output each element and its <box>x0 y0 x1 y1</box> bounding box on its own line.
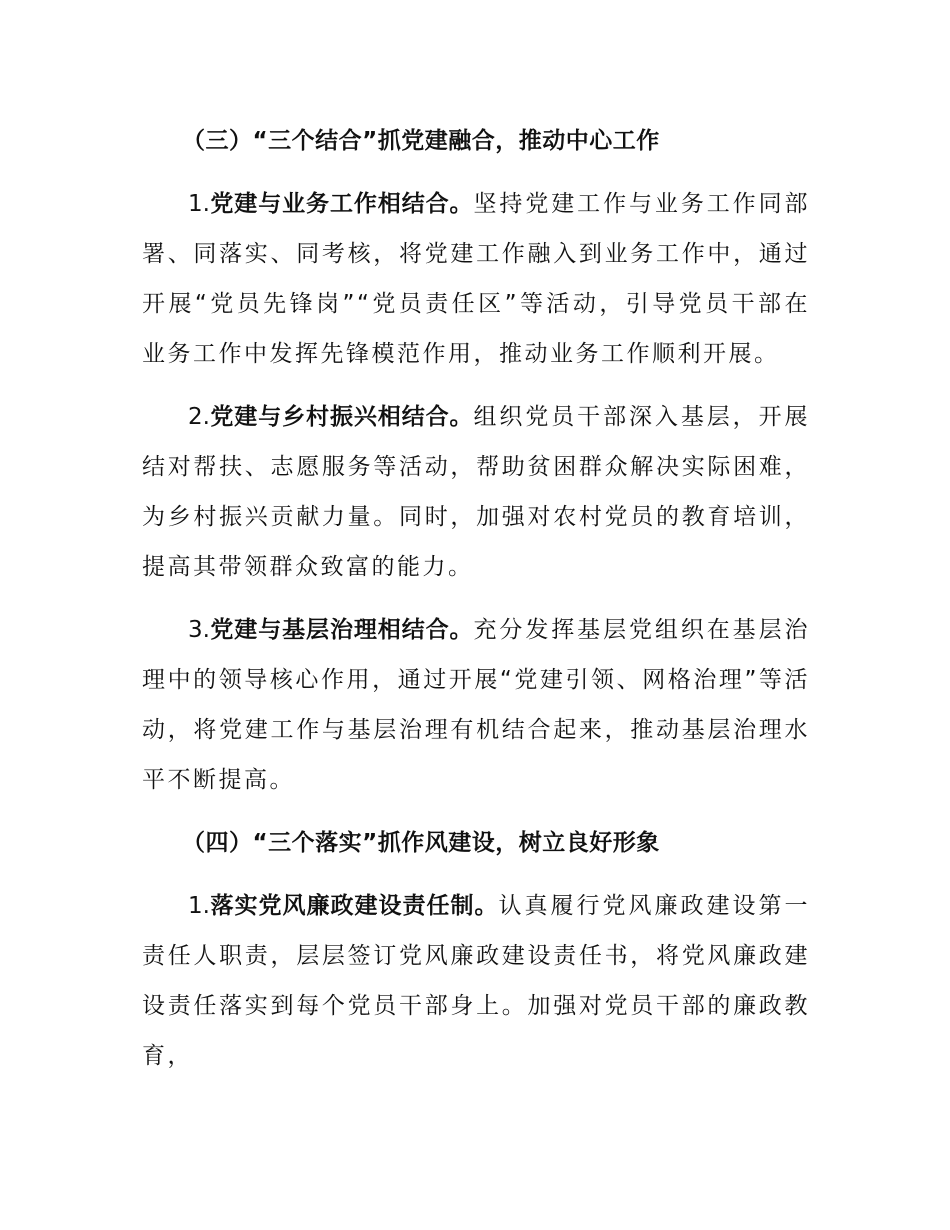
paragraph-lead: 党建与基层治理相结合。 <box>209 617 474 643</box>
paragraph-text: 坚持党建工作与业务工作同部署、同落实、同考核，将党建工作融入到业务工作中，通过开展“党员先锋岗”“党员责任区”等活动，引导党员干部在业务工作中发挥先锋模范作用，推动业务工作顺利开展。 <box>142 191 811 367</box>
item-number: 3. <box>188 617 210 643</box>
section-four-heading: （四）“三个落实”抓作风建设，树立良好形象 <box>182 830 660 856</box>
document-page <box>142 112 810 1094</box>
paragraph-text: 组织党员干部深入基层，开展结对帮扶、志愿服务等活动，帮助贫困群众解决实际困难，为乡村振兴贡献力量。同时，加强对农村党员的教育培训，提高其带领群众致富的能力。 <box>142 404 811 580</box>
section-three-heading: （三）“三个结合”抓党建融合，推动中心工作 <box>182 128 660 154</box>
paragraph-party-governance <box>142 605 810 805</box>
item-number: 1. <box>188 893 210 919</box>
paragraph-party-rural <box>142 392 810 592</box>
paragraph-integrity-responsibility <box>142 881 810 1081</box>
paragraph-lead: 党建与业务工作相结合。 <box>209 191 474 217</box>
item-number: 1. <box>188 191 210 217</box>
paragraph-lead: 落实党风廉政建设责任制。 <box>209 893 499 919</box>
item-number: 2. <box>188 404 210 430</box>
paragraph-text: 充分发挥基层党组织在基层治理中的领导核心作用，通过开展“党建引领、网格治理”等活动，将党建工作与基层治理有机结合起来，推动基层治理水平不断提高。 <box>142 617 811 793</box>
paragraph-party-business <box>142 179 810 379</box>
paragraph-text: 认真履行党风廉政建设第一责任人职责，层层签订党风廉政建设责任书，将党风廉政建设责任落实到每个党员干部身上。加强对党员干部的廉政教育， <box>142 893 811 1069</box>
paragraph-lead: 党建与乡村振兴相结合。 <box>209 404 474 430</box>
